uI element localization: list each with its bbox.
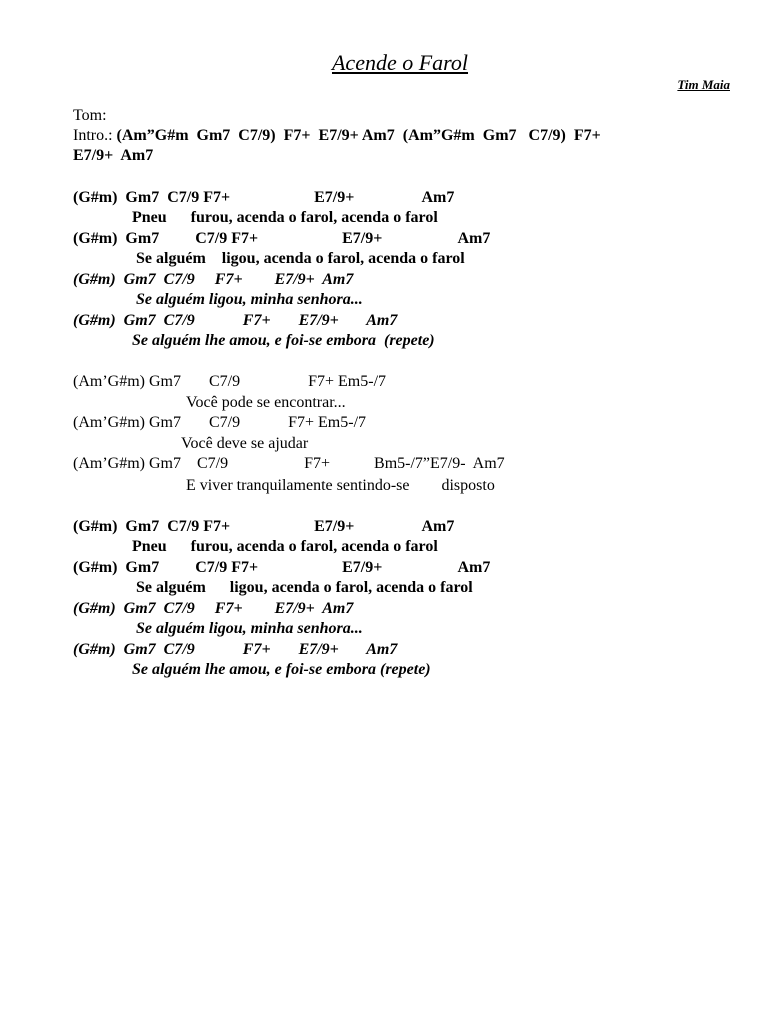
- lyric-line: Se alguém ligou, minha senhora...: [132, 620, 363, 637]
- chord-line: (G#m) Gm7 C7/9 F7+ E7/9+ Am7: [73, 559, 491, 576]
- tom-label: Tom:: [73, 107, 107, 124]
- chord-line: (G#m) Gm7 C7/9 F7+ E7/9+ Am7: [73, 230, 491, 247]
- lyric-line: Você pode se encontrar...: [186, 394, 346, 411]
- chord-line: (G#m) Gm7 C7/9 F7+ E7/9+ Am7: [73, 189, 455, 206]
- chord-line: (Am’G#m) Gm7 C7/9 F7+ Em5-/7: [73, 373, 387, 390]
- song-title: Acende o Farol: [331, 50, 469, 75]
- lyric-line: Se alguém ligou, minha senhora...: [132, 291, 363, 308]
- intro-chords-continued: E7/9+ Am7: [73, 147, 154, 164]
- lyric-line: Pneu furou, acenda o farol, acenda o farol: [132, 209, 438, 226]
- lyric-line: E viver tranquilamente sentindo-se disposto: [186, 477, 495, 494]
- intro-line: [73, 126, 601, 146]
- intro-label: Intro.:: [73, 127, 117, 144]
- chord-line: (G#m) Gm7 C7/9 F7+ E7/9+ Am7: [73, 271, 354, 288]
- chord-line: (Am’G#m) Gm7 C7/9 F7+ Em5-/7: [73, 414, 367, 431]
- chord-line: (G#m) Gm7 C7/9 F7+ E7/9+ Am7: [73, 518, 455, 535]
- song-author: Tim Maia: [677, 77, 730, 92]
- chord-line: (G#m) Gm7 C7/9 F7+ E7/9+ Am7: [73, 641, 398, 658]
- lyric-line: Se alguém lhe amou, e foi-se embora (repete): [132, 661, 431, 678]
- lyric-line: Se alguém lhe amou, e foi-se embora (repete): [132, 332, 435, 349]
- intro-chords: (Am”G#m Gm7 C7/9) F7+ E7/9+ Am7 (Am”G#m Gm7 C7/9) F7+: [116, 127, 601, 144]
- lyric-line: Você deve se ajudar: [181, 435, 309, 452]
- chord-line: (Am’G#m) Gm7 C7/9 F7+ Bm5-/7”E7/9- Am7: [73, 455, 505, 472]
- lyric-line: Se alguém ligou, acenda o farol, acenda o farol: [132, 250, 465, 267]
- chord-line: (G#m) Gm7 C7/9 F7+ E7/9+ Am7: [73, 600, 354, 617]
- lyric-line: Se alguém ligou, acenda o farol, acenda o farol: [132, 579, 473, 596]
- chord-line: (G#m) Gm7 C7/9 F7+ E7/9+ Am7: [73, 312, 398, 329]
- lyric-line: Pneu furou, acenda o farol, acenda o farol: [132, 538, 438, 555]
